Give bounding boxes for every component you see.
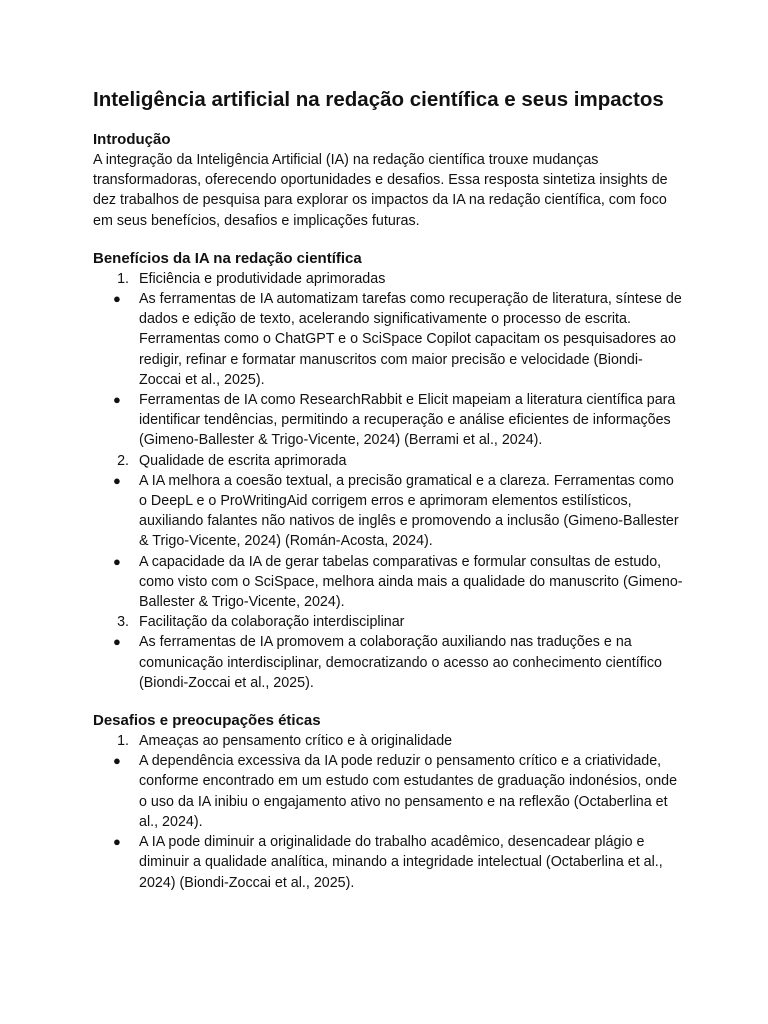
list-number: 1. [117,733,129,750]
challenges-list [93,731,683,893]
benefits-list [93,269,683,693]
list-item-text: A IA pode diminuir a originalidade do trabalho acadêmico, desencadear plágio e diminuir a qualidade analítica, minando a integridade intelectual (Octaberlina et al., 2024) (Biondi-Zoccai et al., 2025). [139,834,663,891]
benefits-section [93,249,683,693]
list-item-text: Qualidade de escrita aprimorada [139,452,347,469]
benefits-heading: Benefícios da IA na redação científica [93,249,362,267]
intro-paragraph: A integração da Inteligência Artificial (IA) na redação científica trouxe mudanças transformadoras, oferecendo oportunidades e desafios. Essa resposta sintetiza insights de dez trabalhos de pesquisa para explorar os impactos da IA na redação científica, com foco em seus benefícios, desafios e implicações futuras. [93,152,668,229]
list-item-text: As ferramentas de IA automatizam tarefas como recuperação de literatura, síntese de dados e edição de texto, acelerando significativamente o processo de escrita. Ferramentas como o ChatGPT e o SciSpace Copilot capacitam os pesquisadores ao redigir, refinar e formatar manuscritos com maior precisão e velocidade (Biondi-Zoccai et al., 2025). [139,291,682,388]
list-item-text: Ferramentas de IA como ResearchRabbit e Elicit mapeiam a literatura científica para identificar tendências, permitindo a recuperação e análise eficientes de informações (Gimeno-Ballester & Trigo-Vicente, 2024) (Berrami et al., 2024). [139,392,676,449]
bullet-item [93,390,683,451]
intro-section [93,130,683,231]
bullet-item [93,552,683,613]
bullet-item [93,832,683,893]
bullet-item [93,751,683,832]
list-number: 3. [117,614,129,631]
numbered-item [93,731,683,751]
bullet-marker: ● [113,472,121,488]
bullet-marker: ● [113,291,121,307]
list-number: 2. [117,452,129,469]
bullet-item [93,471,683,552]
numbered-item [93,451,683,471]
numbered-item [93,612,683,632]
bullet-item [93,632,683,693]
bullet-marker: ● [113,753,121,769]
list-number: 1. [117,270,129,287]
list-item-text: A dependência excessiva da IA pode reduzir o pensamento crítico e a criatividade, conforme encontrado em um estudo com estudantes de graduação indonésios, onde o uso da IA inibiu o engajamento ativo no pensamento e na reflexão (Octaberlina et al., 2024). [139,753,678,830]
list-item-text: A capacidade da IA de gerar tabelas comparativas e formular consultas de estudo, como visto com o SciSpace, melhora ainda mais a qualidade do manuscrito (Gimeno-Ballester & Trigo-Vicente, 2024). [139,553,683,611]
numbered-item [93,269,683,289]
list-item-text: Facilitação da colaboração interdisciplinar [139,614,405,631]
intro-heading: Introdução [93,131,171,148]
bullet-marker: ● [113,553,121,569]
document-title: Inteligência artificial na redação científica e seus impactos [93,88,664,111]
bullet-marker: ● [113,634,121,650]
challenges-heading: Desafios e preocupações éticas [93,712,321,730]
list-item-text: Ameaças ao pensamento crítico e à originalidade [139,733,453,750]
challenges-section [93,711,683,893]
list-item-text: Eficiência e produtividade aprimoradas [139,270,386,287]
list-item-text: A IA melhora a coesão textual, a precisão gramatical e a clareza. Ferramentas como o DeepL e o ProWritingAid corrigem erros e aprimoram elementos estilísticos, auxiliando falantes não nativos de inglês e promovendo a inclusão (Gimeno-Ballester & Trigo-Vicente, 2024) (Román-Acosta, 2024). [139,472,679,550]
bullet-item [93,289,683,390]
bullet-marker: ● [113,392,121,408]
list-item-text: As ferramentas de IA promovem a colaboração auxiliando nas traduções e na comunicação interdisciplinar, democratizando o acesso ao conhecimento científico (Biondi-Zoccai et al., 2025). [139,634,662,691]
document-page [93,86,683,911]
bullet-marker: ● [113,834,121,850]
